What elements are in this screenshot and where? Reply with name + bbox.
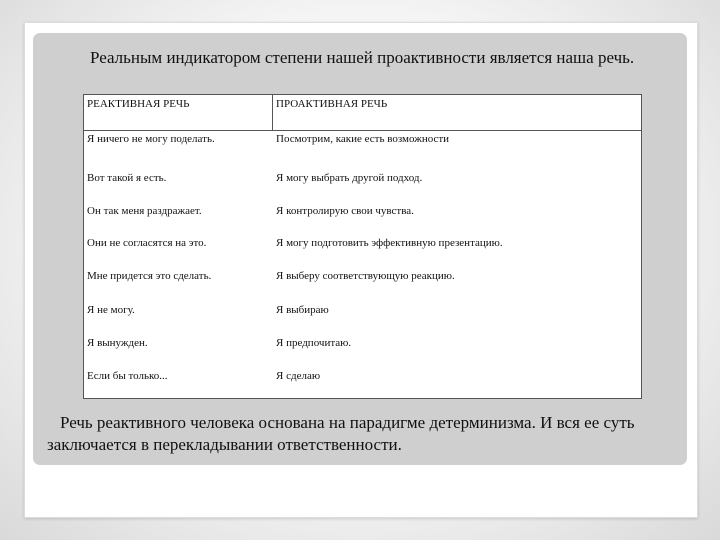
intro-paragraph — [73, 47, 673, 68]
closing-text: Речь реактивного человека основана на парадигме детерминизма. И вся ее суть заключается в перекладывании ответственности. — [47, 413, 635, 454]
row-5-proactive: Я выберу соответствующую реакцию. — [276, 270, 455, 282]
row-1-reactive: Я ничего не могу поделать. — [87, 133, 215, 145]
row-3-reactive: Он так меня раздражает. — [87, 205, 202, 217]
row-3-proactive: Я контролирую свои чувства. — [276, 205, 414, 217]
header-proactive: ПРОАКТИВНАЯ РЕЧЬ — [276, 98, 388, 110]
intro-text: Реальным индикатором степени нашей проактивности является наша речь. — [90, 48, 635, 67]
row-6-proactive: Я выбираю — [276, 304, 329, 316]
row-2-reactive: Вот такой я есть. — [87, 172, 167, 184]
speech-table — [83, 94, 642, 399]
row-5-reactive: Мне придется это сделать. — [87, 270, 212, 282]
row-1-proactive: Посмотрим, какие есть возможности — [276, 133, 450, 145]
row-4-proactive: Я могу подготовить эффективную презентацию. — [276, 237, 503, 249]
closing-paragraph — [47, 412, 667, 456]
row-4-reactive: Они не согласятся на это. — [87, 237, 207, 249]
row-7-proactive: Я предпочитаю. — [276, 337, 352, 349]
row-8-reactive: Если бы только... — [87, 370, 168, 382]
header-reactive: РЕАКТИВНАЯ РЕЧЬ — [87, 98, 190, 110]
row-7-reactive: Я вынужден. — [87, 337, 148, 349]
row-2-proactive: Я могу выбрать другой подход. — [276, 172, 423, 184]
table-column-divider — [272, 95, 273, 130]
row-8-proactive: Я сделаю — [276, 370, 321, 382]
row-6-reactive: Я не могу. — [87, 304, 135, 316]
